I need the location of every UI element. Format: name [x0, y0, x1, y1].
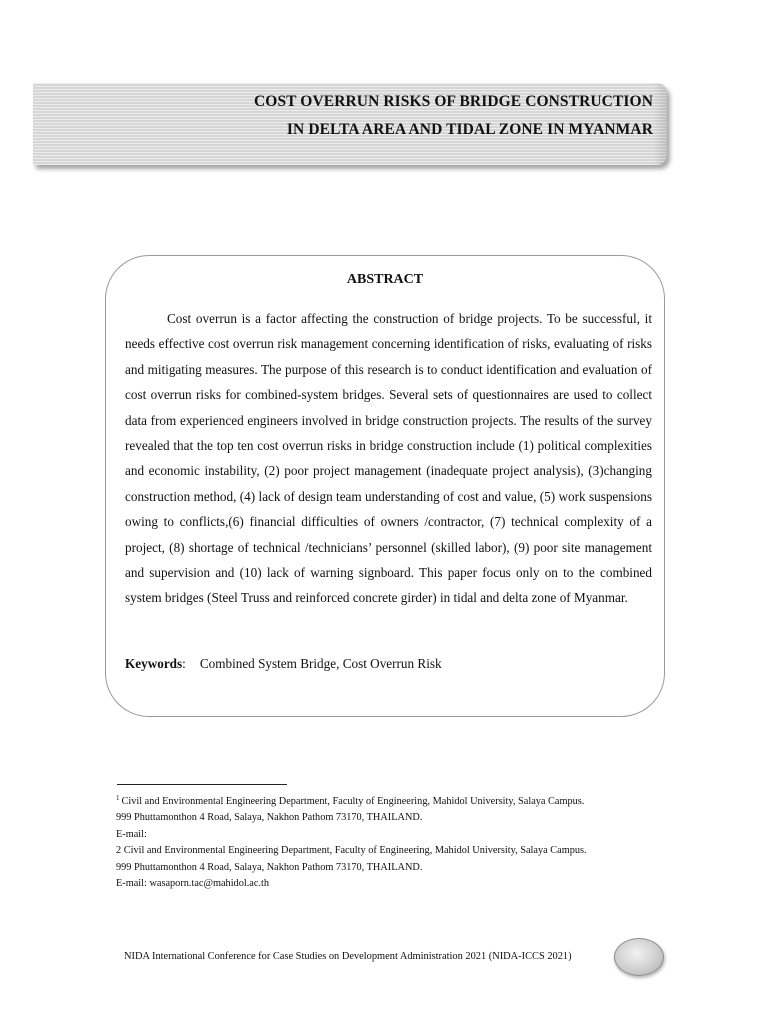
- footnote-2-address: 999 Phuttamonthon 4 Road, Salaya, Nakhon Pathom 73170, THAILAND.: [116, 861, 423, 873]
- abstract-box: [105, 255, 665, 717]
- title-banner: [33, 83, 667, 165]
- page-number-badge: [614, 938, 664, 976]
- footnote-1-department: [116, 794, 676, 810]
- paper-title-line-2: IN DELTA AREA AND TIDAL ZONE IN MYANMAR: [286, 121, 653, 138]
- keywords-label: Keywords: [125, 656, 183, 671]
- footnote-rule: [117, 784, 287, 785]
- keywords: [125, 656, 442, 672]
- abstract-heading: ABSTRACT: [346, 272, 424, 287]
- footnote-2-department: 2 Civil and Environmental Engineering Department, Faculty of Engineering, Mahidol University, Salaya Campus.: [116, 845, 587, 857]
- keywords-separator: :: [182, 656, 186, 671]
- footnote-2-email: E-mail: wasaporn.tac@mahidol.ac.th: [116, 878, 270, 890]
- footnote-1-marker: 1: [116, 793, 120, 802]
- footnote-1-address: 999 Phuttamonthon 4 Road, Salaya, Nakhon Pathom 73170, THAILAND.: [116, 812, 423, 824]
- footnotes: [116, 794, 676, 892]
- footer-conference: NIDA International Conference for Case Studies on Development Administration 2021 (NIDA-ICCS 2021): [124, 951, 572, 962]
- footnote-1-email: E-mail:: [116, 828, 147, 840]
- keywords-value: Combined System Bridge, Cost Overrun Risk: [199, 656, 442, 671]
- paper-title-line-1: COST OVERRUN RISKS OF BRIDGE CONSTRUCTION: [254, 93, 653, 110]
- abstract-body: Cost overrun is a factor affecting the construction of bridge projects. To be successful, it needs effective cost overrun risk management concerning identification of risks, evaluating of risks and mitigating measures. The purpose of this research is to conduct identification and evaluation of cost overrun risks for combined-system bridges. Several sets of questionnaires are used to collect data from experienced engineers involved in bridge construction projects. The results of the survey revealed that the top ten cost overrun risks in bridge construction include (1) political complexities and economic instability, (2) poor project management (inadequate project analysis), (3)changing construction method, (4) lack of design team understanding of cost and value, (5) work suspensions owing to conflicts,(6) financial difficulties of owners /contractor, (7) technical complexity of a project, (8) shortage of technical /technicians’ personnel (skilled labor), (9) poor site management and supervision and (10) lack of warning signboard. This paper focus only on to the combined system bridges (Steel Truss and reinforced concrete girder) in tidal and delta zone of Myanmar.: [125, 311, 652, 606]
- footnote-1-department-text: Civil and Environmental Engineering Department, Faculty of Engineering, Mahidol University, Salaya Campus.: [121, 796, 585, 807]
